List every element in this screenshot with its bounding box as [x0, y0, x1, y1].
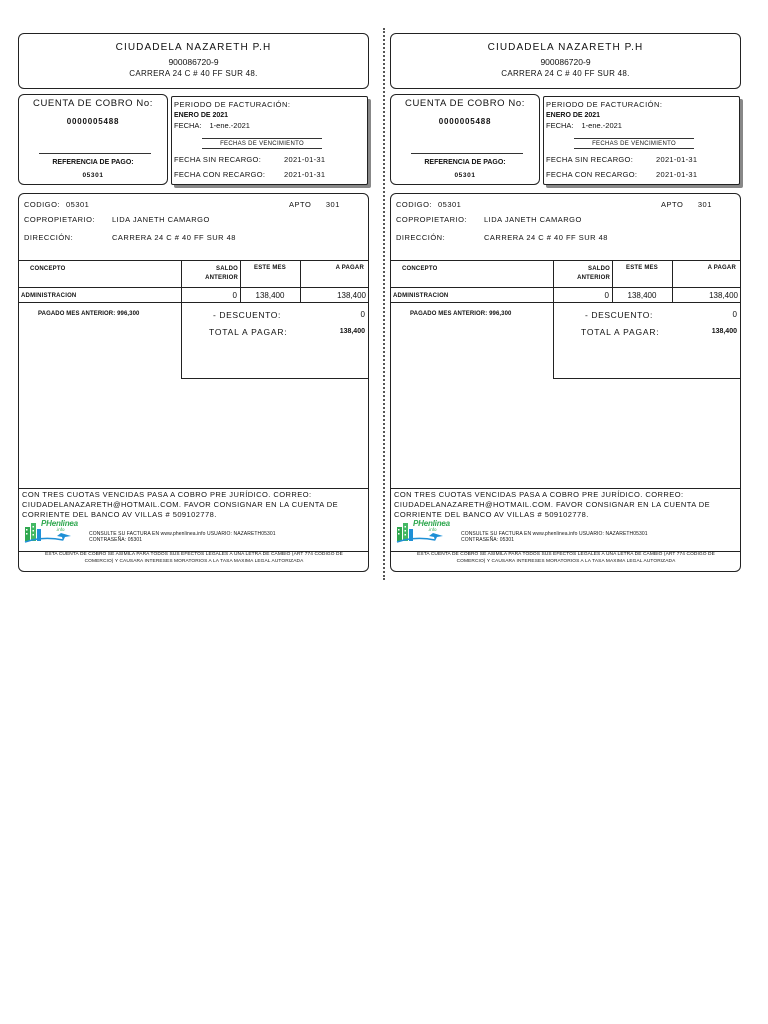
row-concepto: ADMINISTRACION — [393, 293, 449, 299]
owner-value: LIDA JANETH CAMARGO — [112, 215, 210, 224]
invoice-number-label: CUENTA DE COBRO No: — [33, 98, 153, 109]
invoice-number: 0000005488 — [66, 117, 120, 126]
column-header-saldo: SALDO ANTERIOR — [205, 266, 238, 281]
total-value: 138,400 — [711, 328, 737, 335]
billing-date-label: FECHA: — [174, 121, 202, 130]
company-name: CIUDADELA NAZARETH P.H — [115, 42, 272, 53]
payment-reference: 05301 — [82, 172, 104, 179]
logo-suffix: .info — [428, 527, 437, 532]
payment-reference: 05301 — [454, 172, 476, 179]
column-header-este-mes: ESTE MES — [626, 265, 658, 271]
row-saldo: 0 — [604, 291, 609, 300]
phenlinea-logo — [395, 519, 457, 545]
logo-suffix: .info — [56, 527, 65, 532]
company-name: CIUDADELA NAZARETH P.H — [487, 42, 644, 53]
billing-date — [174, 121, 367, 130]
due-date-surcharge — [546, 170, 736, 179]
due-date-surcharge — [174, 170, 364, 179]
due-date-surcharge-value: 2021-01-31 — [656, 170, 698, 179]
phenlinea-logo — [23, 519, 85, 545]
column-header-concepto: CONCEPTO — [30, 266, 66, 272]
due-date-no-surcharge-label: FECHA SIN RECARGO: — [546, 155, 634, 164]
table-border — [181, 260, 182, 379]
invoice-body — [18, 193, 369, 572]
payment-reference-label: REFERENCIA DE PAGO: — [424, 159, 506, 166]
invoice-number: 0000005488 — [438, 117, 492, 126]
table-border — [612, 260, 613, 302]
billing-period-box — [543, 96, 740, 185]
discount-value: 0 — [732, 310, 737, 319]
invoice-copy-left — [18, 33, 371, 573]
address-field — [24, 233, 236, 242]
table-border — [300, 260, 301, 302]
portal-password: CONTRASEÑA: 05301 — [89, 537, 143, 543]
divider — [39, 153, 151, 154]
billing-month: ENERO DE 2021 — [174, 112, 229, 119]
company-nit: 900086720-9 — [168, 57, 219, 67]
collection-note: CON TRES CUOTAS VENCIDAS PASA A COBRO PRE JURÍDICO. CORREO: CIUDADELANAZARETH@HOTMAIL.COM. FAVOR CONSIGNAR EN LA CUENTA DE CORRIENTE DEL BANCO AV VILLAS # 509102778. — [394, 490, 711, 519]
code-field — [24, 200, 90, 209]
code-label: CODIGO: — [24, 200, 61, 209]
apartment-value: 301 — [325, 200, 340, 209]
invoice-number-label: CUENTA DE COBRO No: — [405, 98, 525, 109]
total-label: TOTAL A PAGAR: — [581, 327, 660, 337]
legal-footer: ESTA CUENTA DE COBRO SE ASIMILA PARA TODOS SUS EFECTOS LEGALES A UNA LETRA DE CAMBIO (ART 774 CODIGO DE COMERCIO) Y CAUSARA INTERESES MORATORIOS A LA TASA MAXIMA LEGAL AUTORIZADA — [417, 552, 715, 564]
address-field — [396, 233, 608, 242]
due-date-surcharge-label: FECHA CON RECARGO: — [546, 170, 638, 179]
due-date-no-surcharge-value: 2021-01-31 — [284, 155, 326, 164]
row-concepto: ADMINISTRACION — [21, 293, 77, 299]
discount-label: - DESCUENTO: — [585, 310, 653, 320]
owner-field — [24, 215, 210, 224]
discount-value: 0 — [360, 310, 365, 319]
address-label: DIRECCIÓN: — [396, 233, 446, 242]
company-address: CARRERA 24 C # 40 FF SUR 48. — [129, 69, 258, 78]
divider — [411, 153, 523, 154]
table-border — [553, 378, 740, 379]
company-address: CARRERA 24 C # 40 FF SUR 48. — [501, 69, 630, 78]
row-este-mes: 138,400 — [627, 291, 657, 300]
billing-date-label: FECHA: — [546, 121, 574, 130]
table-border — [19, 287, 368, 288]
cut-line — [383, 28, 385, 580]
total-value: 138,400 — [339, 328, 365, 335]
row-saldo: 0 — [232, 291, 237, 300]
code-value: 05301 — [438, 200, 462, 209]
previous-payment: PAGADO MES ANTERIOR: 996,300 — [38, 311, 140, 317]
row-este-mes: 138,400 — [255, 291, 285, 300]
portal-password: CONTRASEÑA: 05301 — [461, 537, 515, 543]
column-header-este-mes: ESTE MES — [254, 265, 286, 271]
due-date-surcharge-value: 2021-01-31 — [284, 170, 326, 179]
due-date-no-surcharge-value: 2021-01-31 — [656, 155, 698, 164]
row-a-pagar: 138,400 — [709, 291, 738, 300]
billing-date-value: 1-ene.-2021 — [209, 121, 250, 130]
table-border — [19, 260, 368, 261]
divider — [19, 488, 368, 489]
table-border — [553, 260, 554, 379]
address-value: CARRERA 24 C # 40 FF SUR 48 — [112, 233, 236, 242]
header-box — [18, 33, 369, 89]
billing-period-title: PERIODO DE FACTURACIÓN: — [546, 100, 663, 109]
table-border — [391, 287, 740, 288]
table-border — [391, 260, 740, 261]
apartment-field — [289, 200, 340, 209]
invoice-number-box — [390, 94, 540, 185]
code-field — [396, 200, 462, 209]
owner-value: LIDA JANETH CAMARGO — [484, 215, 582, 224]
address-value: CARRERA 24 C # 40 FF SUR 48 — [484, 233, 608, 242]
previous-payment: PAGADO MES ANTERIOR: 996,300 — [410, 311, 512, 317]
due-dates-title: FECHAS DE VENCIMIENTO — [202, 138, 322, 149]
due-date-surcharge-label: FECHA CON RECARGO: — [174, 170, 266, 179]
invoice-body — [390, 193, 741, 572]
apartment-value: 301 — [697, 200, 712, 209]
logo-brand: PHenlinea — [413, 519, 450, 528]
row-a-pagar: 138,400 — [337, 291, 366, 300]
billing-period-box — [171, 96, 368, 185]
owner-label: COPROPIETARIO: — [396, 215, 468, 224]
billing-date-value: 1-ene.-2021 — [581, 121, 622, 130]
due-date-no-surcharge — [546, 155, 736, 164]
address-label: DIRECCIÓN: — [24, 233, 74, 242]
code-label: CODIGO: — [396, 200, 433, 209]
collection-note: CON TRES CUOTAS VENCIDAS PASA A COBRO PRE JURÍDICO. CORREO: CIUDADELANAZARETH@HOTMAIL.COM. FAVOR CONSIGNAR EN LA CUENTA DE CORRIENTE DEL BANCO AV VILLAS # 509102778. — [22, 490, 339, 519]
billing-date — [546, 121, 739, 130]
table-border — [240, 260, 241, 302]
apartment-label: APTO — [289, 200, 312, 209]
portal-info: CONSULTE SU FACTURA EN www.phenlinea.info USUARIO: NAZARETH05301 — [461, 531, 648, 537]
discount-label: - DESCUENTO: — [213, 310, 281, 320]
payment-reference-label: REFERENCIA DE PAGO: — [52, 159, 134, 166]
total-label: TOTAL A PAGAR: — [209, 327, 288, 337]
logo-brand: PHenlinea — [41, 519, 78, 528]
table-border — [391, 302, 740, 303]
column-header-concepto: CONCEPTO — [402, 266, 438, 272]
table-border — [181, 378, 368, 379]
code-value: 05301 — [66, 200, 90, 209]
divider — [391, 488, 740, 489]
portal-info: CONSULTE SU FACTURA EN www.phenlinea.info USUARIO: NAZARETH05301 — [89, 531, 276, 537]
invoice-number-box — [18, 94, 168, 185]
column-header-a-pagar: A PAGAR — [335, 265, 364, 271]
owner-label: COPROPIETARIO: — [24, 215, 96, 224]
apartment-field — [661, 200, 712, 209]
due-dates-title: FECHAS DE VENCIMIENTO — [574, 138, 694, 149]
table-border — [672, 260, 673, 302]
billing-period-title: PERIODO DE FACTURACIÓN: — [174, 100, 291, 109]
legal-footer: ESTA CUENTA DE COBRO SE ASIMILA PARA TODOS SUS EFECTOS LEGALES A UNA LETRA DE CAMBIO (ART 774 CODIGO DE COMERCIO) Y CAUSARA INTERESES MORATORIOS A LA TASA MAXIMA LEGAL AUTORIZADA — [45, 552, 343, 564]
column-header-saldo: SALDO ANTERIOR — [577, 266, 610, 281]
billing-month: ENERO DE 2021 — [546, 112, 601, 119]
header-box — [390, 33, 741, 89]
due-date-no-surcharge-label: FECHA SIN RECARGO: — [174, 155, 262, 164]
company-nit: 900086720-9 — [540, 57, 591, 67]
invoice-copy-right — [390, 33, 743, 573]
apartment-label: APTO — [661, 200, 684, 209]
table-border — [19, 302, 368, 303]
due-date-no-surcharge — [174, 155, 364, 164]
owner-field — [396, 215, 582, 224]
column-header-a-pagar: A PAGAR — [707, 265, 736, 271]
